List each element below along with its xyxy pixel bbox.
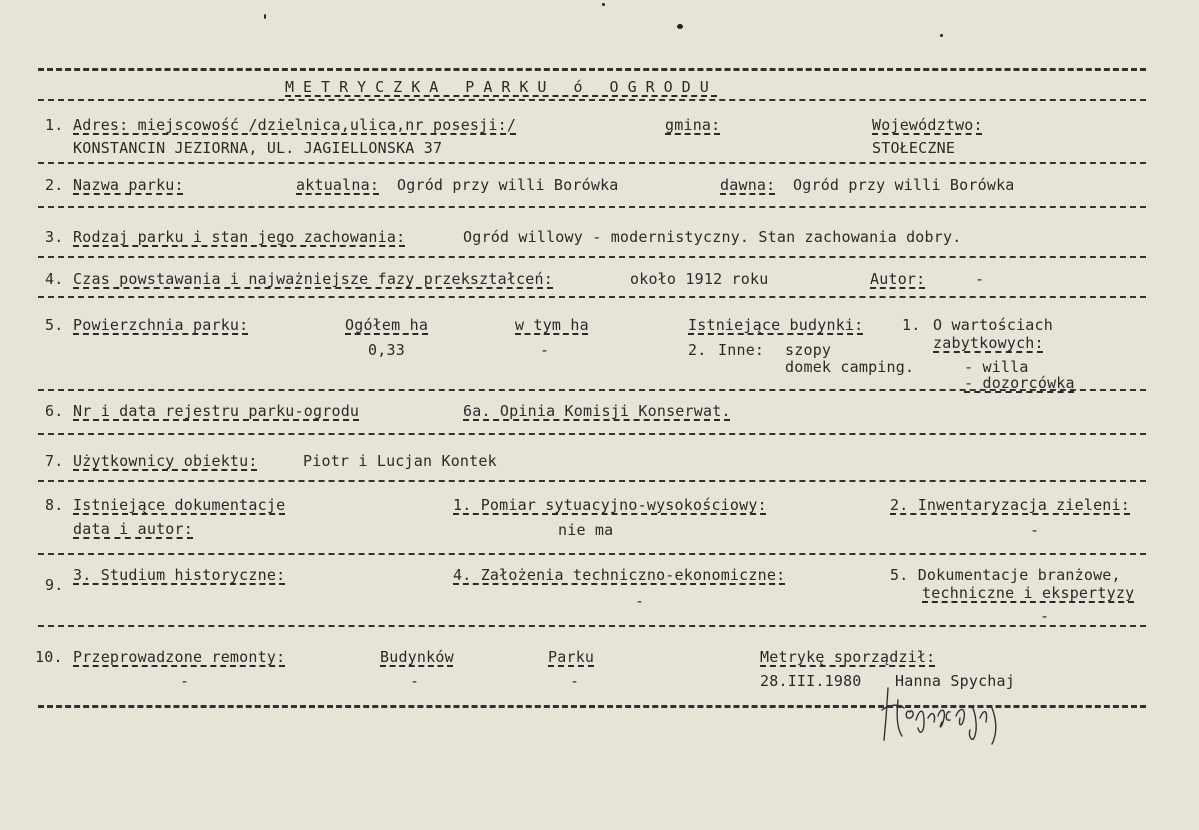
divider: [38, 256, 1146, 258]
former-name-label: dawna:: [720, 176, 776, 194]
building-item: - dozorcówka: [964, 374, 1075, 392]
park-renovation-value: -: [570, 672, 580, 690]
former-name-value: Ogród przy willi Borówka: [793, 176, 1015, 194]
included-area-label: w tym ha: [515, 316, 589, 334]
buildings-1-number: 1.: [902, 316, 921, 334]
technical-assumptions-value: -: [635, 592, 645, 610]
survey-label: 1. Pomiar sytuacyjno-wysokościowy:: [453, 496, 767, 514]
renovations-value: -: [180, 672, 190, 690]
author-label: Autor:: [870, 270, 926, 288]
divider: [38, 162, 1146, 164]
renovations-label: Przeprowadzone remonty:: [73, 648, 286, 666]
buildings-label: Istniejące budynki:: [688, 316, 864, 334]
area-label: Powierzchnia parku:: [73, 316, 249, 334]
divider: [38, 480, 1146, 482]
divider: [38, 553, 1146, 555]
buildings-2-label: Inne:: [718, 341, 765, 359]
voivodeship-value: STOŁECZNE: [872, 139, 956, 157]
row-number: 2.: [45, 176, 64, 194]
buildings-2-number: 2.: [688, 341, 707, 359]
row-number: 5.: [45, 316, 64, 334]
gmina-label: gmina:: [665, 116, 721, 134]
industry-docs-label: 5. Dokumentacje branżowe,: [890, 566, 1121, 584]
row-number: 1.: [45, 116, 64, 134]
buildings-renovation-value: -: [410, 672, 420, 690]
compiled-by-name: Hanna Spychaj: [895, 672, 1015, 690]
building-item: - willa: [964, 358, 1029, 376]
users-value: Piotr i Lucjan Kontek: [303, 452, 497, 470]
buildings-2-value-1: szopy: [785, 341, 832, 359]
divider: [38, 296, 1146, 298]
buildings-1-text: O wartościach: [933, 316, 1053, 334]
current-name-label: aktualna:: [296, 176, 380, 194]
row-number: 9.: [45, 576, 64, 594]
buildings-2-value-2: domek camping.: [785, 358, 915, 376]
divider: [38, 625, 1146, 627]
register-label: Nr i data rejestru parku-ogrodu: [73, 402, 360, 420]
row-number: 3.: [45, 228, 64, 246]
users-label: Użytkownicy obiektu:: [73, 452, 258, 470]
row-number: 8.: [45, 496, 64, 514]
buildings-renovation-label: Budynków: [380, 648, 454, 666]
row-number: 6.: [45, 402, 64, 420]
address-value: KONSTANCIN JEZIORNA, UL. JAGIELLONSKA 37: [73, 139, 443, 157]
historical-study-label: 3. Studium historyczne:: [73, 566, 286, 584]
total-area-value: 0,33: [368, 341, 405, 359]
ink-speck: [602, 3, 605, 6]
greenery-inventory-value: -: [1030, 521, 1040, 539]
divider: [38, 68, 1146, 71]
ink-speck: [264, 14, 266, 19]
author-value: -: [975, 270, 985, 288]
documentation-label-2: data i autor:: [73, 520, 193, 538]
technical-assumptions-label: 4. Założenia techniczno-ekonomiczne:: [453, 566, 786, 584]
row-number: 10.: [35, 648, 63, 666]
address-label: Adres: miejscowość /dzielnica,ulica,nr posesji:/: [73, 116, 517, 134]
documentation-label: Istniejące dokumentacje: [73, 496, 286, 514]
row-number: 4.: [45, 270, 64, 288]
total-area-label: Ogółem ha: [345, 316, 429, 334]
greenery-inventory-label: 2. Inwentaryzacja zieleni:: [890, 496, 1130, 514]
industry-docs-value: -: [1040, 607, 1050, 625]
commission-opinion-label: 6a. Opinia Komisji Konserwat.: [463, 402, 731, 420]
ink-speck: [940, 34, 943, 37]
creation-time-label: Czas powstawania i najważniejsze fazy przekształceń:: [73, 270, 553, 288]
included-area-value: -: [540, 341, 550, 359]
divider: [38, 433, 1146, 435]
survey-value: nie ma: [558, 521, 614, 539]
row-number: 7.: [45, 452, 64, 470]
park-type-label: Rodzaj parku i stan jego zachowania:: [73, 228, 406, 246]
buildings-1-text-2: zabytkowych:: [933, 334, 1044, 352]
creation-time-value: około 1912 roku: [630, 270, 769, 288]
compiled-by-label: Metrykę sporządził:: [760, 648, 936, 666]
current-name-value: Ogród przy willi Borówka: [397, 176, 619, 194]
voivodeship-label: Województwo:: [872, 116, 983, 134]
park-type-value: Ogród willowy - modernistyczny. Stan zachowania dobry.: [463, 228, 962, 246]
compiled-date: 28.III.1980: [760, 672, 862, 690]
ink-speck: [677, 24, 683, 29]
divider: [38, 206, 1146, 208]
industry-docs-label-2: techniczne i ekspertyzy: [922, 584, 1135, 602]
park-name-label: Nazwa parku:: [73, 176, 184, 194]
page-title: METRYCZKA PARKU ó OGRODU: [285, 78, 718, 96]
park-renovation-label: Parku: [548, 648, 595, 666]
divider: [38, 99, 1146, 101]
handwritten-signature: [880, 678, 1040, 758]
